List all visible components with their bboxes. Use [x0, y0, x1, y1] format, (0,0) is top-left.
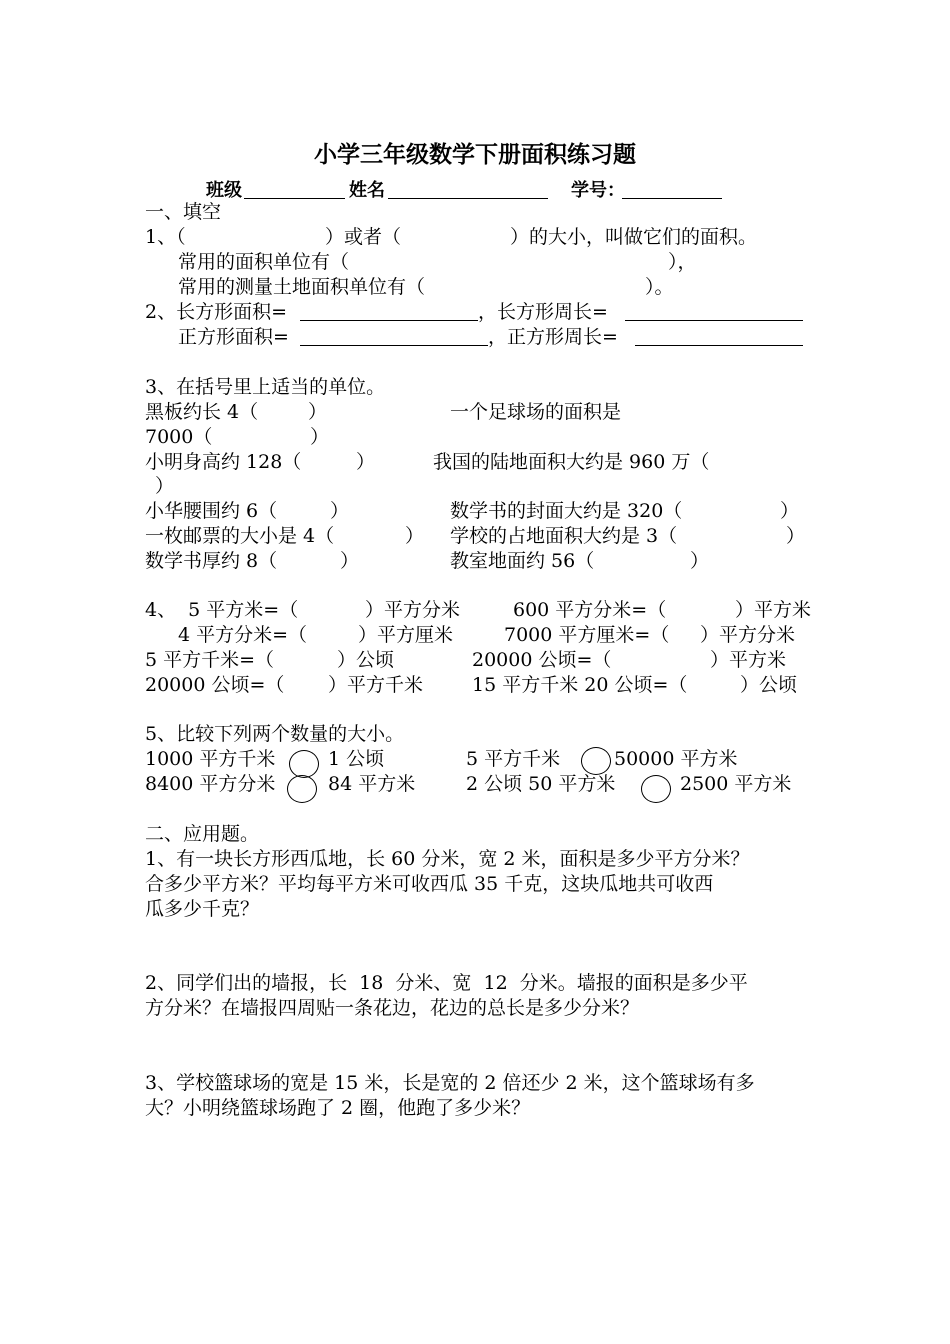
q1-text-f: 常用的测量土地面积单位有（	[178, 276, 426, 298]
rect-perim-blank[interactable]	[625, 320, 803, 321]
q4-item: 600 平方分米=（	[513, 599, 667, 621]
q5-item: 5 平方千米	[466, 748, 561, 770]
q3-item: 小华腰围约 6（	[145, 500, 278, 522]
sq-perim-blank[interactable]	[635, 345, 803, 346]
q5-item: 50000 平方米	[614, 748, 738, 770]
q3-item: 黑板约长 4（	[145, 401, 259, 423]
name-field[interactable]	[388, 198, 548, 199]
problem1-line: 1、有一块长方形西瓜地，长 60 分米，宽 2 米，面积是多少平方分米？	[145, 848, 750, 870]
q5-item: 8400 平方分米	[145, 773, 276, 795]
sq-area-blank[interactable]	[300, 345, 488, 346]
q4-item: 20000 公顷=（	[472, 649, 612, 671]
student-id-field[interactable]	[622, 198, 722, 199]
q4-item: 4、 5 平方米=（	[145, 599, 299, 621]
q3-item: 一个足球场的面积是	[450, 401, 622, 423]
q3-item: ）	[780, 500, 800, 522]
q3-item: ）	[356, 451, 376, 473]
q1-text-c: ）的大小，叫做它们的面积。	[510, 226, 758, 248]
q5-heading: 5、比较下列两个数量的大小。	[145, 723, 405, 745]
name-label: 姓名	[349, 180, 385, 201]
problem3-line: 大？小明绕篮球场跑了 2 圈，他跑了多少米？	[145, 1097, 531, 1119]
section2-heading: 二、应用题。	[145, 823, 260, 845]
q5-item: 1 公顷	[328, 748, 385, 770]
q3-item: ）	[330, 500, 350, 522]
q3-item: 教室地面约 56（	[450, 550, 595, 572]
q3-item: ）	[155, 475, 175, 497]
q1-text-b: ）或者（	[325, 226, 402, 248]
compare-circle[interactable]	[289, 750, 319, 778]
q5-item: 2 公顷 50 平方米	[466, 773, 616, 795]
q4-item: ）平方千米	[328, 674, 424, 696]
q3-item: 一枚邮票的大小是 4（	[145, 525, 335, 547]
q5-item: 1000 平方千米	[145, 748, 276, 770]
q3-item: ）	[340, 550, 360, 572]
q4-item: ）平方分米	[365, 599, 461, 621]
q4-item: ）平方米	[710, 649, 787, 671]
q3-item: ）	[786, 525, 806, 547]
section1-heading: 一、填空	[145, 201, 222, 223]
student-id-label: 学号：	[571, 180, 625, 201]
problem2-line: 方分米？在墙报四周贴一条花边，花边的总长是多少分米？	[145, 997, 640, 1019]
q2-sq-area: 正方形面积=	[178, 326, 289, 348]
compare-circle[interactable]	[287, 775, 317, 803]
q5-item: 2500 平方米	[680, 773, 792, 795]
q3-item: 数学书的封面大约是 320（	[450, 500, 683, 522]
problem2-line: 2、同学们出的墙报，长 18 分米、宽 12 分米。墙报的面积是多少平	[145, 972, 748, 994]
q3-item: 小明身高约 128（	[145, 451, 302, 473]
problem3-line: 3、学校篮球场的宽是 15 米，长是宽的 2 倍还少 2 米，这个篮球场有多	[145, 1072, 755, 1094]
q4-item: ）公顷	[337, 649, 395, 671]
q3-item: 学校的占地面积大约是 3（	[450, 525, 678, 547]
problem1-line: 合多少平方米？平均每平方米可收西瓜 35 千克，这块瓜地共可收西	[145, 873, 714, 895]
q3-item: ）	[310, 426, 330, 448]
q4-item: ）平方厘米	[358, 624, 454, 646]
q3-item: 数学书厚约 8（	[145, 550, 278, 572]
q2-sq-perim: ，正方形周长=	[488, 326, 618, 348]
compare-circle[interactable]	[641, 775, 671, 803]
q4-item: 20000 公顷=（	[145, 674, 285, 696]
q4-item: ）平方米	[735, 599, 812, 621]
q3-heading: 3、在括号里上适当的单位。	[145, 376, 386, 398]
q4-item: 7000 平方厘米=（	[504, 624, 670, 646]
q2-rect-perim: ，长方形周长=	[478, 301, 608, 323]
q4-item: ）公顷	[740, 674, 798, 696]
q3-item: ）	[405, 525, 425, 547]
q2-rect-area: 2、长方形面积=	[145, 301, 288, 323]
class-field[interactable]	[244, 198, 345, 199]
q4-item: 4 平方分米=（	[178, 624, 308, 646]
q1-text-g: ）。	[645, 276, 674, 298]
q3-item: 我国的陆地面积大约是 960 万（	[433, 451, 710, 473]
q5-item: 84 平方米	[328, 773, 416, 795]
compare-circle[interactable]	[581, 747, 611, 775]
q1-text-a: 1、（	[145, 226, 186, 248]
q3-item: ）	[690, 550, 710, 572]
page-title: 小学三年级数学下册面积练习题	[314, 142, 636, 168]
rect-area-blank[interactable]	[300, 320, 478, 321]
q1-text-d: 常用的面积单位有（	[178, 251, 350, 273]
q4-item: 15 平方千米 20 公顷=（	[472, 674, 688, 696]
q3-item: ）	[308, 401, 328, 423]
class-label: 班级	[206, 180, 242, 201]
q4-item: 5 平方千米=（	[145, 649, 275, 671]
q1-text-e: ），	[668, 251, 697, 273]
q4-item: ）平方分米	[700, 624, 796, 646]
problem1-line: 瓜多少千克？	[145, 898, 260, 920]
q3-item: 7000（	[145, 426, 213, 448]
